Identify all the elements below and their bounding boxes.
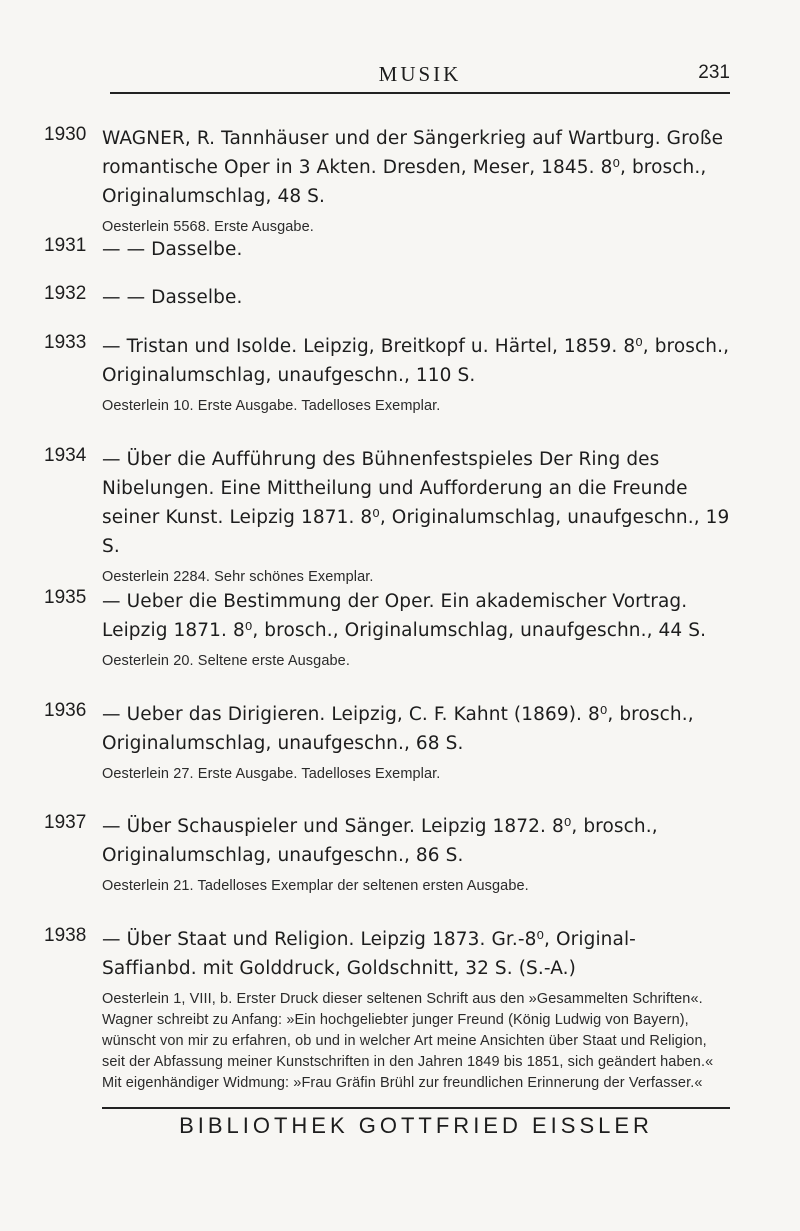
entry-number: 1930	[44, 124, 87, 145]
entry-text: — Über Staat und Religion. Leipzig 1873. Gr.-8⁰, Original-Saffianbd. mit Golddruck, Goldschnitt, 32 S. (S.-A.)	[102, 929, 636, 979]
entry-body	[102, 812, 730, 897]
library-footer: BIBLIOTHEK GOTTFRIED EISSLER	[179, 1113, 653, 1138]
entry-text: — Tristan und Isolde. Leipzig, Breitkopf u. Härtel, 1859. 8⁰, brosch., Originalumschlag, unaufgeschn., 110 S.	[102, 336, 730, 386]
entry-text: — Ueber die Bestimmung der Oper. Ein akademischer Vortrag. Leipzig 1871. 8⁰, brosch., Originalumschlag, unaufgeschn., 44 S.	[102, 591, 707, 641]
entry-number: 1931	[44, 235, 87, 256]
entry-body	[102, 124, 730, 238]
entry-note: Oesterlein 10. Erste Ausgabe. Tadelloses Exemplar.	[102, 398, 441, 414]
page-header	[110, 62, 730, 96]
entry-body	[102, 283, 730, 312]
entry-body	[102, 925, 730, 1094]
entry-number: 1934	[44, 445, 87, 466]
entry-body	[102, 332, 730, 417]
entry-body	[102, 587, 730, 672]
footer-rule	[102, 1107, 730, 1109]
entry-text: — — Dasselbe.	[102, 239, 243, 260]
entry-number: 1938	[44, 925, 87, 946]
entry-text: — Über Schauspieler und Sänger. Leipzig 1872. 8⁰, brosch., Originalumschlag, unaufgeschn., 86 S.	[102, 816, 658, 866]
entry-text: — Über die Aufführung des Bühnenfestspieles Der Ring des Nibelungen. Eine Mittheilung und Aufforderung an die Freunde seiner Kunst. Leipzig 1871. 8⁰, Originalumschlag, unaufgeschn., 19 S.	[102, 449, 730, 557]
entry-body	[102, 235, 730, 264]
header-rule	[110, 92, 730, 94]
entry-note: Oesterlein 2284. Sehr schönes Exemplar.	[102, 569, 374, 585]
page-number: 231	[698, 62, 730, 83]
entry-number: 1936	[44, 700, 87, 721]
entry-note: Oesterlein 5568. Erste Ausgabe.	[102, 219, 314, 235]
entry-text: — Ueber das Dirigieren. Leipzig, C. F. Kahnt (1869). 8⁰, brosch., Originalumschlag, unaufgeschn., 68 S.	[102, 704, 694, 754]
entry-text: — — Dasselbe.	[102, 287, 243, 308]
entry-note: Oesterlein 27. Erste Ausgabe. Tadelloses Exemplar.	[102, 766, 441, 782]
section-title: MUSIK	[378, 62, 462, 86]
entry-text: WAGNER, R. Tannhäuser und der Sängerkrieg auf Wartburg. Große romantische Oper in 3 Akten. Dresden, Meser, 1845. 8⁰, brosch., Originalumschlag, 48 S.	[102, 128, 724, 207]
entry-body	[102, 700, 730, 785]
entry-number: 1935	[44, 587, 87, 608]
entry-body	[102, 445, 730, 588]
entry-note: Oesterlein 20. Seltene erste Ausgabe.	[102, 653, 350, 669]
entry-note: Oesterlein 21. Tadelloses Exemplar der seltenen ersten Ausgabe.	[102, 878, 529, 894]
entry-number: 1933	[44, 332, 87, 353]
entry-number: 1937	[44, 812, 87, 833]
entry-number: 1932	[44, 283, 87, 304]
entry-note: Oesterlein 1, VIII, b. Erster Druck dieser seltenen Schrift aus den »Gesammelten Schriften«. Wagner schreibt zu Anfang: »Ein hochgeliebter junger Freund (König Ludwig von Bayern), wünscht von mir zu erfahren, ob und in welcher Art meine Ansichten über Staat und Religion, seit der Abfassung meiner Kunstschriften in den Jahren 1849 bis 1851, sich geändert haben.« Mit eigenhändiger Widmung: »Frau Gräfin Brühl zur freundlichen Erinnerung der Verfasser.«	[102, 991, 714, 1091]
